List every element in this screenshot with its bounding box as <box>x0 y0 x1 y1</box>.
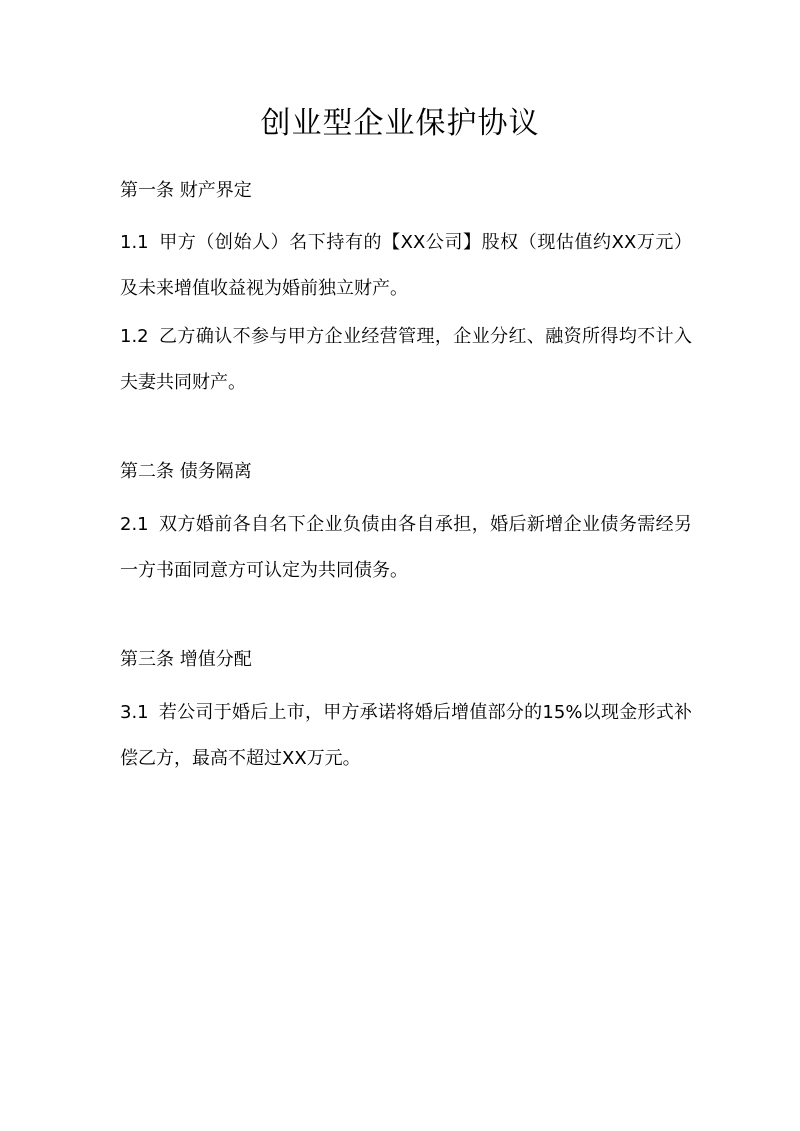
clause-3-1 <box>120 690 692 782</box>
clause-1-2 <box>120 314 692 406</box>
clause-text: 乙方确认不参与甲方企业经营管理，企业分红、融资所得均不计入夫妻共同财产。 <box>120 326 692 393</box>
section-heading-3: 第三条 增值分配 <box>120 649 252 670</box>
clause-number: 1.2 <box>120 326 149 347</box>
section-heading-2: 第二条 债务隔离 <box>120 461 252 482</box>
clause-text: 双方婚前各自名下企业负债由各自承担，婚后新增企业债务需经另一方书面同意方可认定为共同债务。 <box>120 514 692 581</box>
clause-2-1 <box>120 502 692 594</box>
clause-text: 若公司于婚后上市，甲方承诺将婚后增值部分的15%以现金形式补偿乙方，最高不超过XX万元。 <box>120 702 692 769</box>
clause-1-1 <box>120 220 692 312</box>
clause-number: 2.1 <box>120 514 149 535</box>
clause-number: 1.1 <box>120 232 149 253</box>
document-title: 创业型企业保护协议 <box>260 106 540 141</box>
clause-number: 3.1 <box>120 702 149 723</box>
section-heading-1: 第一条 财产界定 <box>120 180 252 201</box>
clause-text: 甲方（创始人）名下持有的【XX公司】股权（现估值约XX万元）及未来增值收益视为婚前独立财产。 <box>120 232 692 299</box>
